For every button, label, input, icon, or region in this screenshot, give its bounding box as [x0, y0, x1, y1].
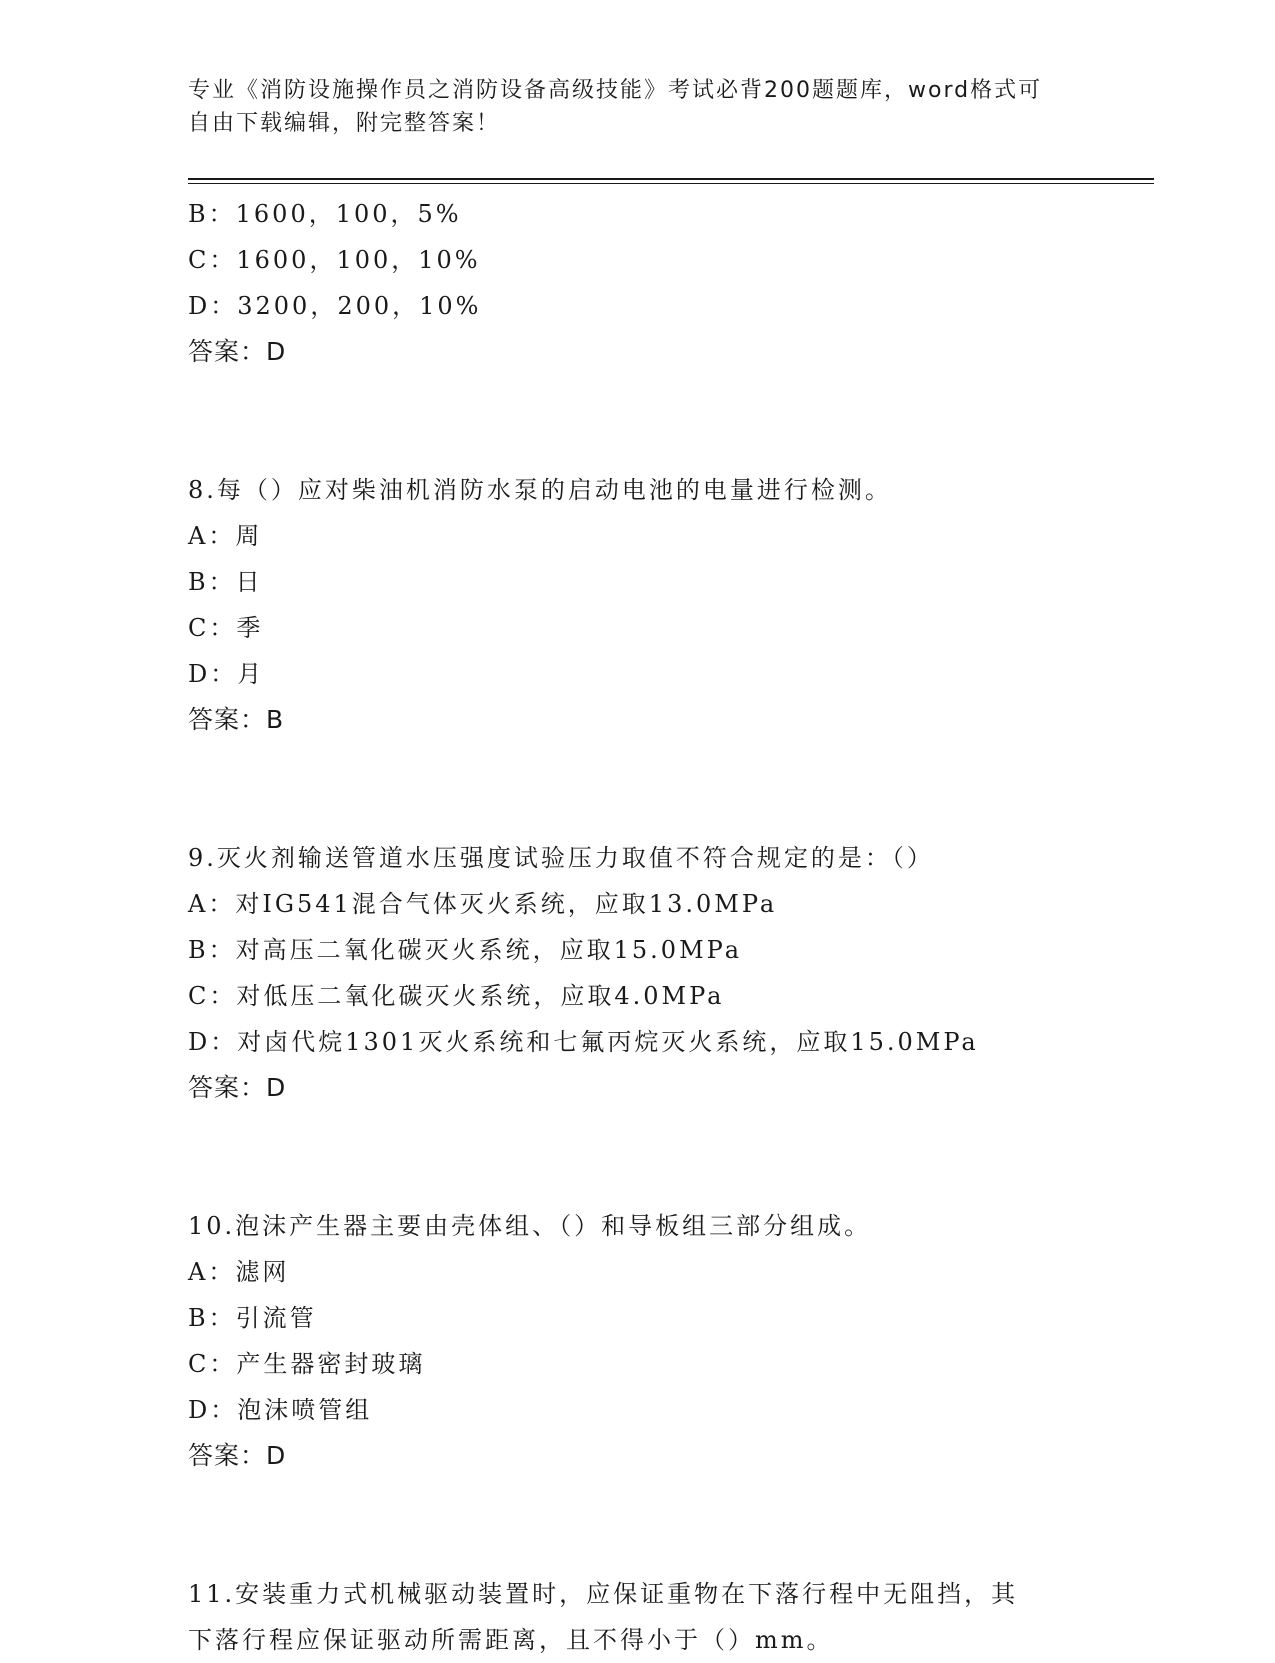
option-d: D：对卤代烷1301灭火系统和七氟丙烷灭火系统，应取15.0MPa	[188, 1028, 979, 1056]
option-a: A：滤网	[188, 1258, 290, 1286]
answer-line: 答案：D	[188, 1073, 287, 1102]
answer-line: 答案：D	[188, 337, 287, 366]
spacer	[188, 375, 1154, 467]
question-stem: 10.泡沫产生器主要由壳体组、（）和导板组三部分组成。	[188, 1212, 872, 1240]
header-line-2: 自由下载编辑，附完整答案！	[188, 111, 501, 136]
question-10	[188, 1203, 1154, 1479]
option-a: A：周	[188, 522, 263, 550]
option-c: C：对低压二氧化碳灭火系统，应取4.0MPa	[188, 982, 725, 1010]
option-d: D：泡沫喷管组	[188, 1396, 373, 1424]
option-b: B：对高压二氧化碳灭火系统，应取15.0MPa	[188, 936, 743, 964]
question-7-tail	[188, 191, 1154, 375]
option-b: B：引流管	[188, 1304, 317, 1332]
question-9	[188, 835, 1154, 1111]
question-8	[188, 467, 1154, 743]
question-stem: 9.灭火剂输送管道水压强度试验压力取值不符合规定的是：（）	[188, 844, 934, 872]
answer-line: 答案：D	[188, 1441, 287, 1470]
header-line-1: 专业《消防设施操作员之消防设备高级技能》考试必背200题题库，word格式可	[188, 78, 1043, 103]
question-list	[188, 191, 1154, 1663]
spacer	[188, 743, 1154, 835]
option-b: B：1600，100，5%	[188, 200, 462, 228]
option-d: D：月	[188, 660, 265, 688]
option-b: B：日	[188, 568, 263, 596]
spacer	[188, 1111, 1154, 1203]
option-c: C：季	[188, 614, 264, 642]
question-stem: 8.每（）应对柴油机消防水泵的启动电池的电量进行检测。	[188, 476, 892, 504]
document-header	[188, 74, 1088, 140]
option-c: C：产生器密封玻璃	[188, 1350, 426, 1378]
header-divider-thick	[188, 178, 1154, 180]
question-stem-line-2: 下落行程应保证驱动所需距离，且不得小于（）mm。	[188, 1626, 834, 1654]
question-stem-line-1: 11.安装重力式机械驱动装置时，应保证重物在下落行程中无阻挡，其	[188, 1580, 1019, 1608]
option-d: D：3200，200，10%	[188, 292, 482, 320]
question-11	[188, 1571, 1154, 1663]
option-a: A：对IG541混合气体灭火系统，应取13.0MPa	[188, 890, 778, 918]
option-c: C：1600，100，10%	[188, 246, 481, 274]
answer-line: 答案：B	[188, 705, 285, 734]
header-divider-thin	[188, 183, 1154, 184]
spacer	[188, 1479, 1154, 1571]
